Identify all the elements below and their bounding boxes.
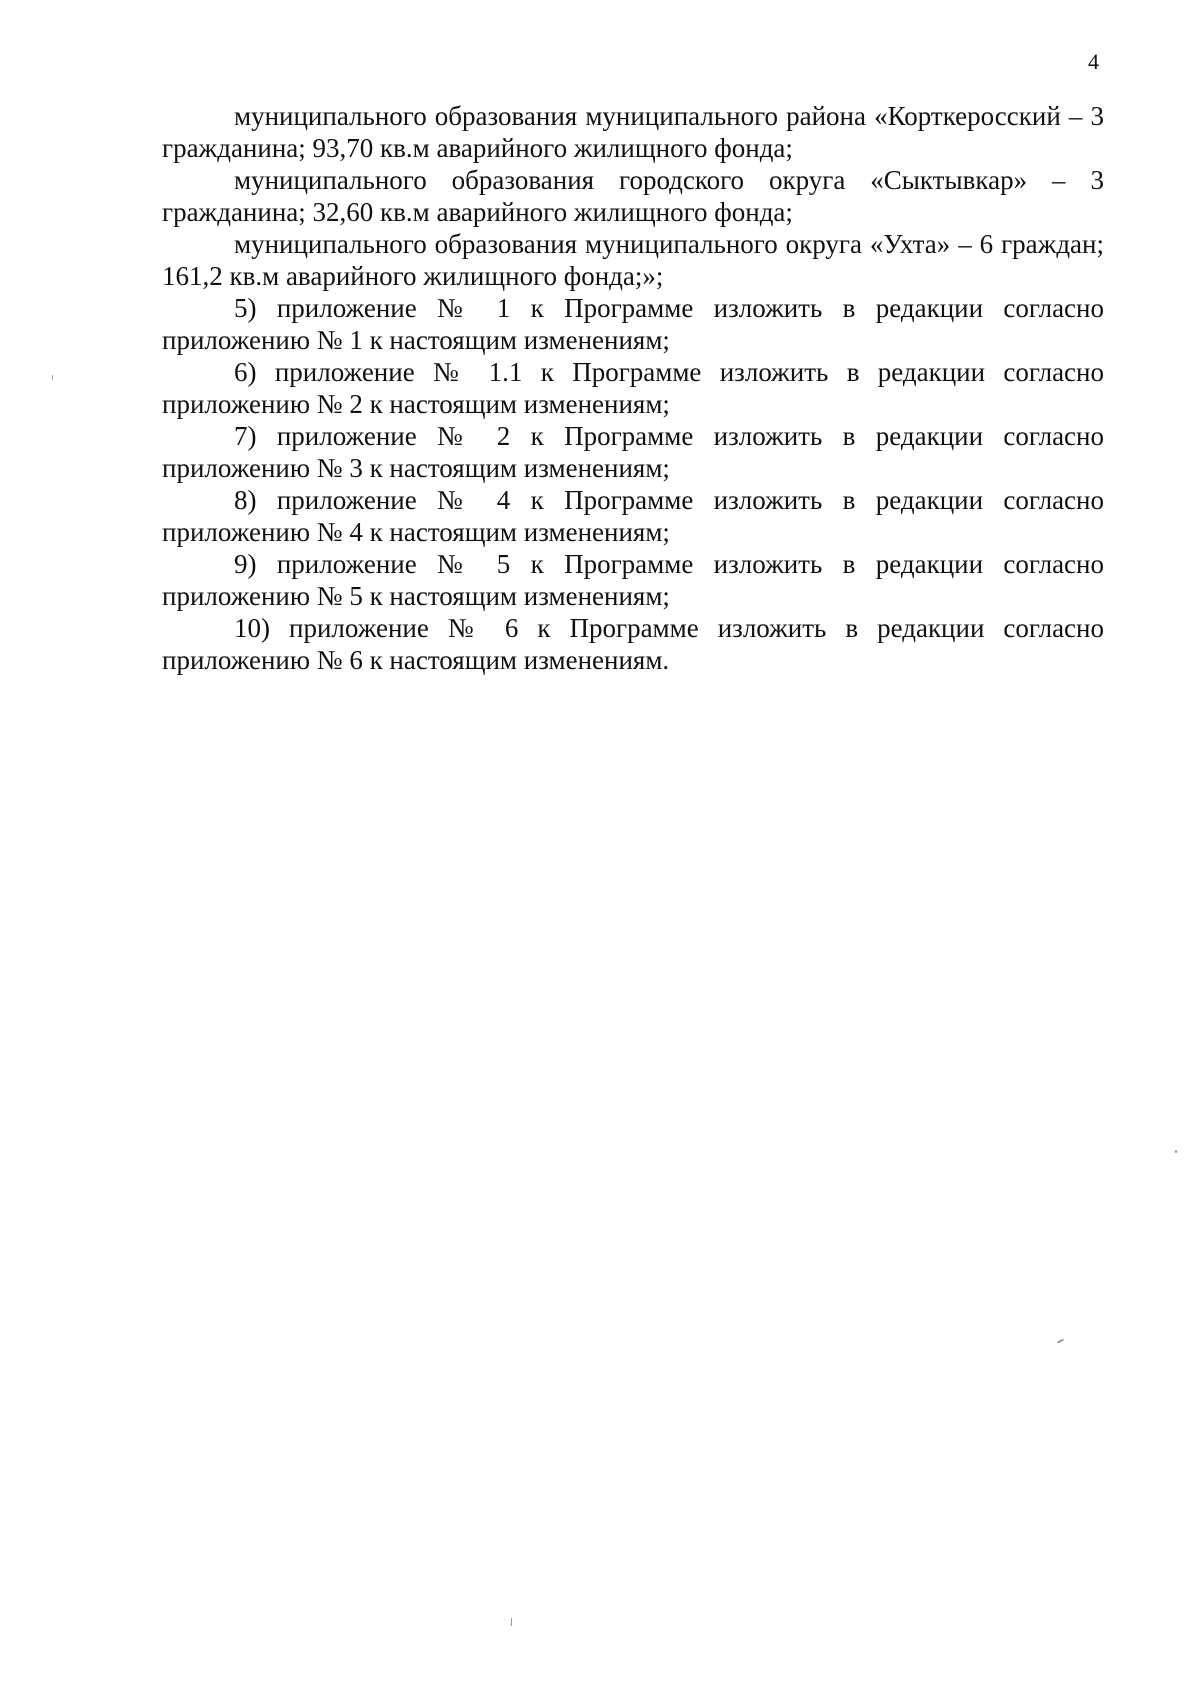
- scan-speck: [52, 375, 53, 380]
- paragraph: 8) приложение № 4 к Программе изложить в редакции согласно приложению № 4 к настоящим изменениям;: [162, 485, 1104, 547]
- scan-speck: [1175, 1150, 1177, 1153]
- scan-speck: [511, 1618, 512, 1626]
- document-body: [162, 100, 1104, 676]
- scan-speck: [1057, 1339, 1064, 1344]
- paragraph: 10) приложение № 6 к Программе изложить в редакции согласно приложению № 6 к настоящим изменениям.: [162, 613, 1104, 675]
- page-number: 4: [1088, 49, 1099, 74]
- paragraph: 5) приложение № 1 к Программе изложить в редакции согласно приложению № 1 к настоящим изменениям;: [162, 293, 1104, 355]
- paragraph: 7) приложение № 2 к Программе изложить в редакции согласно приложению № 3 к настоящим изменениям;: [162, 421, 1104, 483]
- paragraph: муниципального образования муниципального округа «Ухта» – 6 граждан; 161,2 кв.м аварийного жилищного фонда;»;: [162, 229, 1104, 291]
- paragraph: 6) приложение № 1.1 к Программе изложить в редакции согласно приложению № 2 к настоящим изменениям;: [162, 357, 1104, 419]
- paragraph: муниципального образования городского округа «Сыктывкар» – 3 гражданина; 32,60 кв.м аварийного жилищного фонда;: [162, 165, 1104, 227]
- paragraph: муниципального образования муниципального района «Корткеросский – 3 гражданина; 93,70 кв.м аварийного жилищного фонда;: [162, 101, 1104, 163]
- paragraph: 9) приложение № 5 к Программе изложить в редакции согласно приложению № 5 к настоящим изменениям;: [162, 549, 1104, 611]
